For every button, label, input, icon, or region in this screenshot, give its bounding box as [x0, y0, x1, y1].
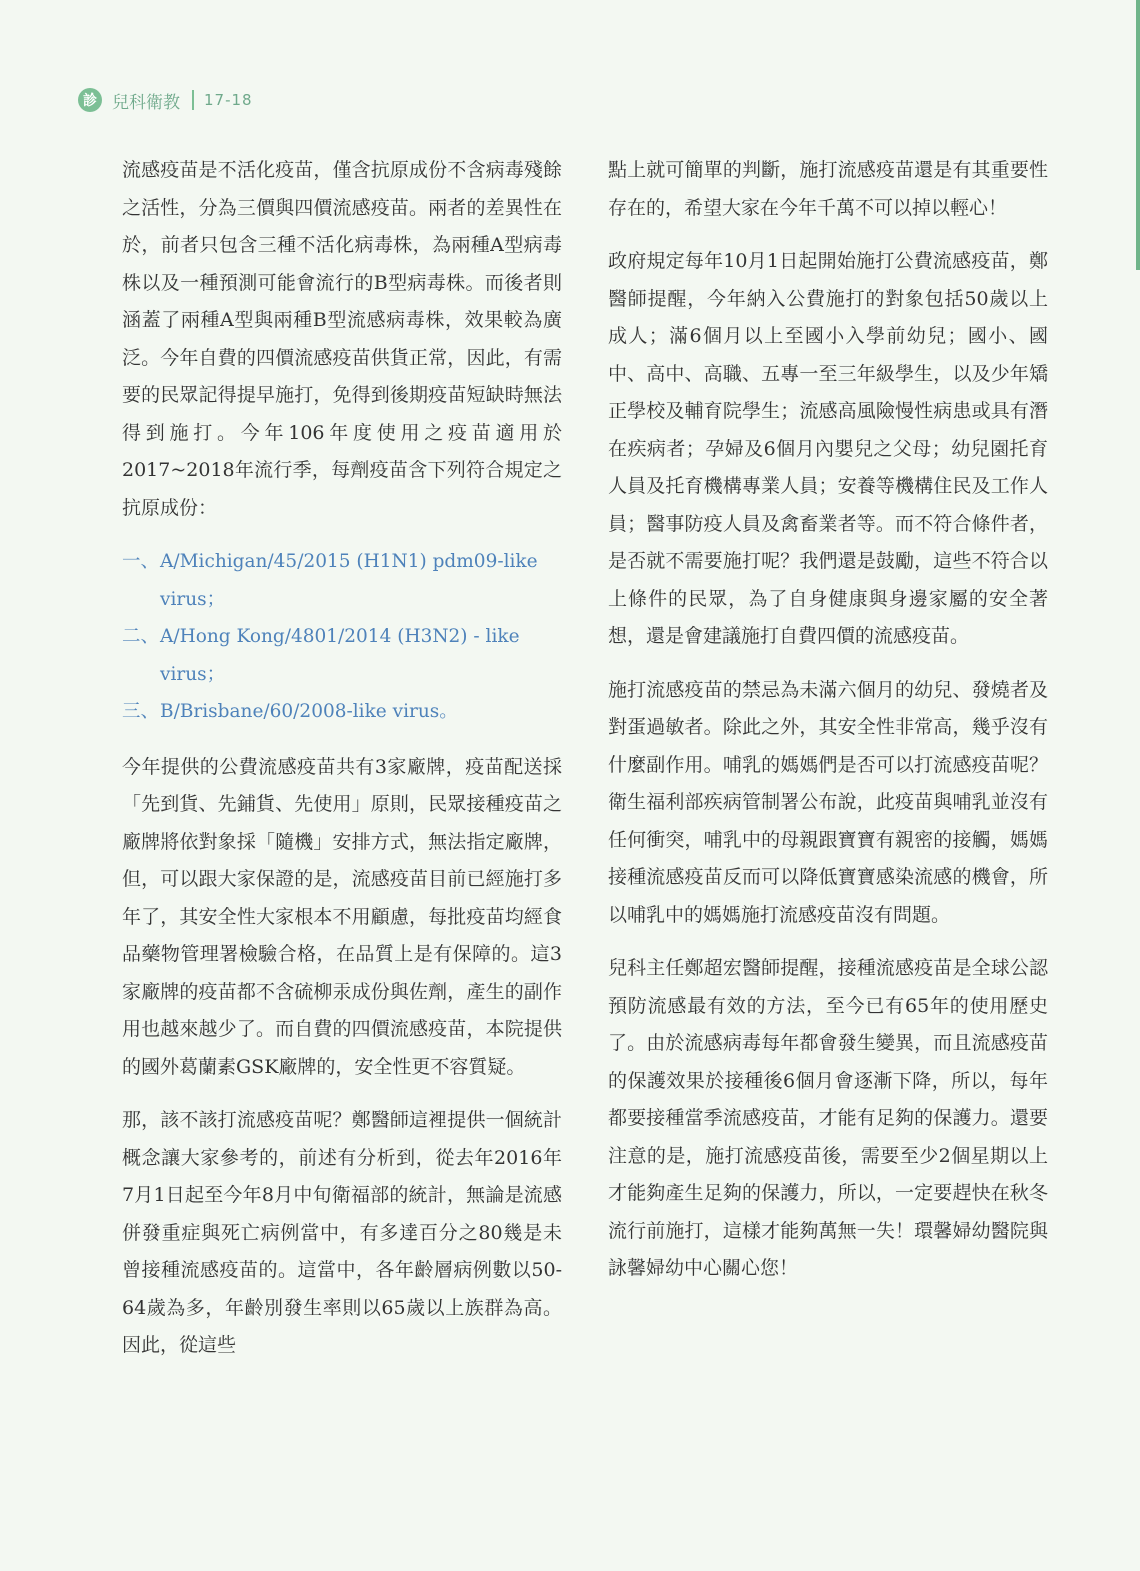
list-item-number: 一、 — [122, 551, 160, 572]
header-divider — [192, 90, 194, 110]
right-paragraph-4: 兒科主任鄭超宏醫師提醒，接種流感疫苗是全球公認預防流感最有效的方法，至今已有65年的使用歷史了。由於流感病毒每年都會發生變異，而且流感疫苗的保護效果於接種後6個月會逐漸下降，所以，每年都要接種當季流感疫苗，才能有足夠的保護力。還要注意的是，施打流感疫苗後，需要至少2個星期以上才能夠產生足夠的保護力，所以，一定要趕快在秋冬流行前施打，這樣才能夠萬無一失！環馨婦幼醫院與詠馨婦幼中心關心您！ — [608, 957, 1048, 1279]
left-paragraph-3: 那，該不該打流感疫苗呢？鄭醫師這裡提供一個統計概念讓大家參考的，前述有分析到，從去年2016年7月1日起至今年8月中旬衛福部的統計，無論是流感併發重症與死亡病例當中，有多達百分之80幾是未曾接種流感疫苗的。這當中，各年齡層病例數以50-64歲為多，年齡別發生率則以65歲以上族群為高。因此，從這些 — [122, 1109, 562, 1356]
page-header — [78, 86, 253, 114]
right-column — [608, 152, 1048, 1304]
list-item — [122, 618, 562, 693]
section-logo-icon: 診 — [78, 88, 102, 112]
left-column — [122, 152, 562, 1381]
list-item-number: 二、 — [122, 626, 160, 647]
right-paragraph-3: 施打流感疫苗的禁忌為未滿六個月的幼兒、發燒者及對蛋過敏者。除此之外，其安全性非常高，幾乎沒有什麼副作用。哺乳的媽媽們是否可以打流感疫苗呢？衛生福利部疾病管制署公布說，此疫苗與哺乳並沒有任何衝突，哺乳中的母親跟寶寶有親密的接觸，媽媽接種流感疫苗反而可以降低寶寶感染流感的機會，所以哺乳中的媽媽施打流感疫苗沒有問題。 — [608, 678, 1048, 926]
list-item-text: B/Brisbane/60/2008-like virus。 — [160, 701, 458, 722]
right-paragraph-2: 政府規定每年10月1日起開始施打公費流感疫苗，鄭醫師提醒，今年納入公費施打的對象包括50歲以上成人；滿6個月以上至國小入學前幼兒；國小、國中、高中、高職、五專一至三年級學生，以及少年矯正學校及輔育院學生；流感高風險慢性病患或具有潛在疾病者；孕婦及6個月內嬰兒之父母；幼兒園托育人員及托育機構專業人員；安養等機構住民及工作人員；醫事防疫人員及禽畜業者等。而不符合條件者，是否就不需要施打呢？我們還是鼓勵，這些不符合以上條件的民眾，為了自身健康與身邊家屬的安全著想，還是會建議施打自費四價的流感疫苗。 — [608, 250, 1048, 647]
left-paragraph-2: 今年提供的公費流感疫苗共有3家廠牌，疫苗配送採「先到貨、先鋪貨、先使用」原則，民眾接種疫苗之廠牌將依對象採「隨機」安排方式，無法指定廠牌，但，可以跟大家保證的是，流感疫苗目前已經施打多年了，其安全性大家根本不用顧慮，每批疫苗均經食品藥物管理署檢驗合格，在品質上是有保障的。這3家廠牌的疫苗都不含硫柳汞成份與佐劑，產生的副作用也越來越少了。而自費的四價流感疫苗，本院提供的國外葛蘭素GSK廠牌的，安全性更不容質疑。 — [122, 755, 562, 1078]
right-paragraph-1: 點上就可簡單的判斷，施打流感疫苗還是有其重要性存在的，希望大家在今年千萬不可以掉以輕心！ — [608, 159, 1048, 219]
page-numbers: 17-18 — [204, 91, 253, 109]
list-item-text: A/Michigan/45/2015 (H1N1) pdm09-like virus； — [160, 551, 538, 610]
page-edge-accent-bar — [1136, 0, 1140, 270]
section-title: 兒科衛教 — [112, 92, 180, 113]
list-item-text: A/Hong Kong/4801/2014 (H3N2) - like virus； — [160, 626, 520, 685]
virus-strain-list — [122, 543, 562, 731]
list-item-number: 三、 — [122, 701, 160, 722]
list-item — [122, 693, 562, 731]
left-paragraph-1: 流感疫苗是不活化疫苗，僅含抗原成份不含病毒殘餘之活性，分為三價與四價流感疫苗。兩者的差異性在於，前者只包含三種不活化病毒株，為兩種A型病毒株以及一種預測可能會流行的B型病毒株。而後者則涵蓋了兩種A型與兩種B型流感病毒株，效果較為廣泛。今年自費的四價流感疫苗供貨正常，因此，有需要的民眾記得提早施打，免得到後期疫苗短缺時無法得到施打。今年106年度使用之疫苗適用於2017~2018年流行季，每劑疫苗含下列符合規定之抗原成份： — [122, 159, 562, 519]
list-item — [122, 543, 562, 618]
